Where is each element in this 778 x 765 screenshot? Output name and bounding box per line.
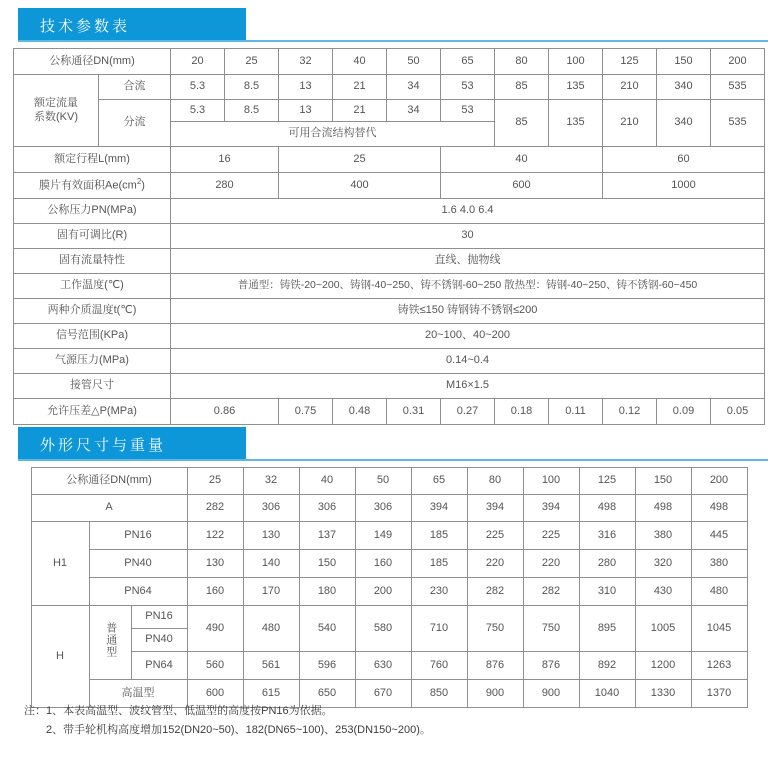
cell-dp-1: 0.75: [279, 399, 333, 425]
cell-h-high-5: 900: [467, 680, 523, 708]
section-header-tech: [0, 8, 778, 42]
section-rule-dims: [18, 459, 768, 461]
cell-h-pn1640-6: 750: [523, 606, 579, 652]
cell-h-pn64-4: 760: [411, 652, 467, 680]
cell-dn-4: 50: [387, 49, 441, 75]
table-row: [14, 274, 765, 299]
cell-h1-pn64-3: 200: [355, 578, 411, 606]
table-row: [14, 324, 765, 349]
cell-h1-pn40-8: 320: [635, 550, 691, 578]
cell-a-0: 282: [187, 495, 243, 522]
cell-h1-pn16-3: 149: [355, 522, 411, 550]
cell-dims-dn-3: 50: [355, 468, 411, 495]
cell-stroke-0: 16: [171, 147, 279, 173]
area-label-sup: 2: [136, 177, 142, 187]
area-label-text: 膜片有效面积Ae(cm: [39, 179, 137, 192]
cell-h-pn1640-5: 750: [467, 606, 523, 652]
section-head-bar-tech: [18, 8, 246, 42]
cell-heliu-4: 34: [387, 75, 441, 100]
cell-h-pn64-3: 630: [355, 652, 411, 680]
tech-spec-table: [13, 48, 765, 425]
cell-h1-pn16-7: 316: [579, 522, 635, 550]
cell-a-1: 306: [243, 495, 299, 522]
cell-area-0: 280: [171, 173, 279, 199]
cell-h-high-3: 670: [355, 680, 411, 708]
cell-fenliu-5: 53: [441, 100, 495, 122]
row-label-h1-pn64: PN64: [89, 578, 187, 606]
cell-h-high-0: 600: [187, 680, 243, 708]
tech-spec-table-wrapper: [0, 48, 778, 425]
cell-dims-dn-5: 80: [467, 468, 523, 495]
table-row: [31, 652, 747, 680]
dims-table: [31, 467, 748, 708]
cell-h1-pn64-1: 170: [243, 578, 299, 606]
cell-h1-pn16-4: 185: [411, 522, 467, 550]
row-label-h1: H1: [31, 522, 89, 606]
notes-block: [0, 702, 778, 741]
cell-h1-pn40-5: 220: [467, 550, 523, 578]
cell-a-2: 306: [299, 495, 355, 522]
section-rule-tech: [18, 40, 768, 42]
cell-h1-pn64-8: 430: [635, 578, 691, 606]
cell-h-high-9: 1370: [691, 680, 747, 708]
table-row: [14, 199, 765, 224]
cell-h-pn64-2: 596: [299, 652, 355, 680]
cell-h1-pn64-6: 282: [523, 578, 579, 606]
cell-fenliu-note: 可用合流结构替代: [171, 122, 495, 147]
cell-h-pn64-6: 876: [523, 652, 579, 680]
h-normal-label-text: 普通型: [104, 622, 117, 659]
dims-table-wrapper: [0, 467, 778, 708]
section-head-tech: [0, 8, 778, 42]
cell-h1-pn64-2: 180: [299, 578, 355, 606]
row-label-air: 气源压力(MPa): [14, 349, 171, 374]
cell-h1-pn64-5: 282: [467, 578, 523, 606]
cell-h1-pn16-2: 137: [299, 522, 355, 550]
cell-dims-dn-8: 150: [635, 468, 691, 495]
cell-h1-pn40-6: 220: [523, 550, 579, 578]
row-label-h-normal: [89, 606, 131, 680]
row-label-h: H: [31, 606, 89, 708]
cell-heliu-1: 8.5: [225, 75, 279, 100]
table-row: [14, 374, 765, 399]
row-label-ratio: 固有可调比(R): [14, 224, 171, 249]
cell-dp-8: 0.09: [657, 399, 711, 425]
cell-h1-pn16-8: 380: [635, 522, 691, 550]
cell-h1-pn64-4: 230: [411, 578, 467, 606]
cell-h-pn1640-0: 490: [187, 606, 243, 652]
cell-dp-2: 0.48: [333, 399, 387, 425]
row-label-stroke: 额定行程L(mm): [14, 147, 171, 173]
cell-a-5: 394: [467, 495, 523, 522]
row-label-heliu: 合流: [99, 75, 171, 100]
cell-dn-8: 125: [603, 49, 657, 75]
cell-h1-pn40-7: 280: [579, 550, 635, 578]
cell-a-8: 498: [635, 495, 691, 522]
cell-fenliu-10: 535: [711, 100, 765, 147]
section-head-bar-dims: [18, 427, 246, 461]
cell-fenliu-0: 5.3: [171, 100, 225, 122]
table-row: [14, 349, 765, 374]
cell-heliu-2: 13: [279, 75, 333, 100]
row-label-a: A: [31, 495, 187, 522]
cell-h1-pn16-1: 130: [243, 522, 299, 550]
row-label-area: [14, 173, 171, 199]
cell-h-pn1640-9: 1045: [691, 606, 747, 652]
cell-dn-0: 20: [171, 49, 225, 75]
cell-dn-9: 150: [657, 49, 711, 75]
table-row: [14, 299, 765, 324]
note-line-1: 注：1、本表高温型、波纹管型、低温型的高度按PN16为依据。: [24, 705, 333, 717]
cell-dn-1: 25: [225, 49, 279, 75]
table-row: [31, 578, 747, 606]
row-label-h-pn16: PN16: [131, 606, 187, 629]
cell-h1-pn64-9: 480: [691, 578, 747, 606]
table-row: [14, 147, 765, 173]
table-row: [14, 100, 765, 122]
cell-stroke-1: 25: [279, 147, 441, 173]
cell-dp-7: 0.12: [603, 399, 657, 425]
cell-air-value: 0.14~0.4: [171, 349, 765, 374]
row-label-fenliu: 分流: [99, 100, 171, 147]
cell-h1-pn40-2: 150: [299, 550, 355, 578]
table-row: [14, 75, 765, 100]
cell-a-6: 394: [523, 495, 579, 522]
cell-dims-dn-1: 32: [243, 468, 299, 495]
cell-dn-2: 32: [279, 49, 333, 75]
section-header-dims: [0, 427, 778, 461]
cell-h-pn64-1: 561: [243, 652, 299, 680]
cell-dims-dn-2: 40: [299, 468, 355, 495]
cell-h-pn1640-7: 895: [579, 606, 635, 652]
cell-dims-dn-0: 25: [187, 468, 243, 495]
cell-fenliu-7: 135: [549, 100, 603, 147]
row-label-work-temp: 工作温度(℃): [14, 274, 171, 299]
cell-h1-pn40-1: 140: [243, 550, 299, 578]
cell-dims-dn-6: 100: [523, 468, 579, 495]
cell-fenliu-9: 340: [657, 100, 711, 147]
table-row: [31, 468, 747, 495]
cell-heliu-10: 535: [711, 75, 765, 100]
row-label-h-pn40: PN40: [131, 629, 187, 652]
cell-dims-dn-4: 65: [411, 468, 467, 495]
cell-h1-pn40-0: 130: [187, 550, 243, 578]
row-label-kv: [14, 75, 99, 147]
area-label-end: ): [141, 179, 145, 192]
cell-h-pn1640-2: 540: [299, 606, 355, 652]
cell-a-9: 498: [691, 495, 747, 522]
section-title-tech: 技术参数表: [40, 17, 131, 35]
cell-h1-pn40-4: 185: [411, 550, 467, 578]
cell-fenliu-2: 13: [279, 100, 333, 122]
cell-dp-6: 0.11: [549, 399, 603, 425]
cell-dp-4: 0.27: [441, 399, 495, 425]
cell-flow-char-value: 直线、抛物线: [171, 249, 765, 274]
cell-h1-pn16-6: 225: [523, 522, 579, 550]
cell-pipe-value: M16×1.5: [171, 374, 765, 399]
kv-label-line2: 系数(KV): [34, 110, 78, 123]
row-label-h-high: 高温型: [89, 680, 187, 708]
cell-h-pn1640-8: 1005: [635, 606, 691, 652]
cell-h-pn64-0: 560: [187, 652, 243, 680]
table-row: [14, 249, 765, 274]
cell-signal-value: 20~100、40~200: [171, 324, 765, 349]
row-label-h1-pn16: PN16: [89, 522, 187, 550]
cell-h-high-6: 900: [523, 680, 579, 708]
cell-h1-pn40-9: 380: [691, 550, 747, 578]
cell-stroke-3: 60: [603, 147, 765, 173]
cell-fenliu-4: 34: [387, 100, 441, 122]
cell-stroke-2: 40: [441, 147, 603, 173]
cell-dp-0: 0.86: [171, 399, 279, 425]
table-row: [14, 173, 765, 199]
cell-fenliu-3: 21: [333, 100, 387, 122]
section-title-dims: 外形尺寸与重量: [40, 436, 167, 454]
row-label-h1-pn40: PN40: [89, 550, 187, 578]
table-row: [31, 522, 747, 550]
cell-h-pn1640-4: 710: [411, 606, 467, 652]
row-label-signal: 信号范围(KPa): [14, 324, 171, 349]
cell-area-1: 400: [279, 173, 441, 199]
cell-h-pn1640-1: 480: [243, 606, 299, 652]
cell-ratio-value: 30: [171, 224, 765, 249]
row-label-dims-dn: 公称通径DN(mm): [31, 468, 187, 495]
cell-dp-9: 0.05: [711, 399, 765, 425]
cell-h-pn64-7: 892: [579, 652, 635, 680]
table-row: [31, 606, 747, 629]
kv-label-line1: 额定流量: [34, 96, 78, 109]
cell-work-temp-value: 普通型：铸铁-20~200、铸钢-40~250、铸不锈钢-60~250 散热型：铸钢-40~250、铸不锈钢-60~450: [171, 274, 765, 299]
cell-h-high-7: 1040: [579, 680, 635, 708]
table-row: [31, 495, 747, 522]
row-label-pn: 公称压力PN(MPa): [14, 199, 171, 224]
note-line-2: 2、带手轮机构高度增加152(DN20~50)、182(DN65~100)、253(DN150~200)。: [46, 724, 431, 737]
cell-dp-5: 0.18: [495, 399, 549, 425]
cell-h1-pn64-0: 160: [187, 578, 243, 606]
cell-h1-pn16-9: 445: [691, 522, 747, 550]
cell-h1-pn16-5: 225: [467, 522, 523, 550]
cell-media-temp-value: 铸铁≤150 铸钢铸不锈钢≤200: [171, 299, 765, 324]
cell-heliu-9: 340: [657, 75, 711, 100]
cell-h1-pn16-0: 122: [187, 522, 243, 550]
cell-h-high-2: 650: [299, 680, 355, 708]
table-row: [14, 49, 765, 75]
cell-dims-dn-9: 200: [691, 468, 747, 495]
row-label-h-pn64: PN64: [131, 652, 187, 680]
cell-pn-value: 1.6 4.0 6.4: [171, 199, 765, 224]
cell-dn-3: 40: [333, 49, 387, 75]
cell-h1-pn40-3: 160: [355, 550, 411, 578]
row-label-dp: 允许压差△P(MPa): [14, 399, 171, 425]
table-row: [31, 550, 747, 578]
cell-dn-10: 200: [711, 49, 765, 75]
cell-heliu-5: 53: [441, 75, 495, 100]
cell-heliu-0: 5.3: [171, 75, 225, 100]
cell-fenliu-6: 85: [495, 100, 549, 147]
cell-h-pn64-9: 1263: [691, 652, 747, 680]
section-head-dims: [0, 427, 778, 461]
cell-heliu-6: 85: [495, 75, 549, 100]
table-row: [14, 224, 765, 249]
cell-h-high-1: 615: [243, 680, 299, 708]
cell-h-pn64-8: 1200: [635, 652, 691, 680]
table-row: [14, 399, 765, 425]
cell-dn-5: 65: [441, 49, 495, 75]
cell-h-high-4: 850: [411, 680, 467, 708]
cell-h-high-8: 1330: [635, 680, 691, 708]
row-label-flow-char: 固有流量特性: [14, 249, 171, 274]
cell-area-3: 1000: [603, 173, 765, 199]
cell-h1-pn64-7: 310: [579, 578, 635, 606]
cell-dp-3: 0.31: [387, 399, 441, 425]
cell-dims-dn-7: 125: [579, 468, 635, 495]
cell-a-4: 394: [411, 495, 467, 522]
row-label-media-temp: 两种介质温度t(℃): [14, 299, 171, 324]
cell-h-pn64-5: 876: [467, 652, 523, 680]
cell-heliu-7: 135: [549, 75, 603, 100]
cell-dn-7: 100: [549, 49, 603, 75]
row-label-dn: 公称通径DN(mm): [14, 49, 171, 75]
cell-a-7: 498: [579, 495, 635, 522]
cell-heliu-8: 210: [603, 75, 657, 100]
cell-h-pn1640-3: 580: [355, 606, 411, 652]
cell-a-3: 306: [355, 495, 411, 522]
cell-heliu-3: 21: [333, 75, 387, 100]
row-label-pipe: 接管尺寸: [14, 374, 171, 399]
cell-area-2: 600: [441, 173, 603, 199]
cell-fenliu-8: 210: [603, 100, 657, 147]
cell-fenliu-1: 8.5: [225, 100, 279, 122]
cell-dn-6: 80: [495, 49, 549, 75]
